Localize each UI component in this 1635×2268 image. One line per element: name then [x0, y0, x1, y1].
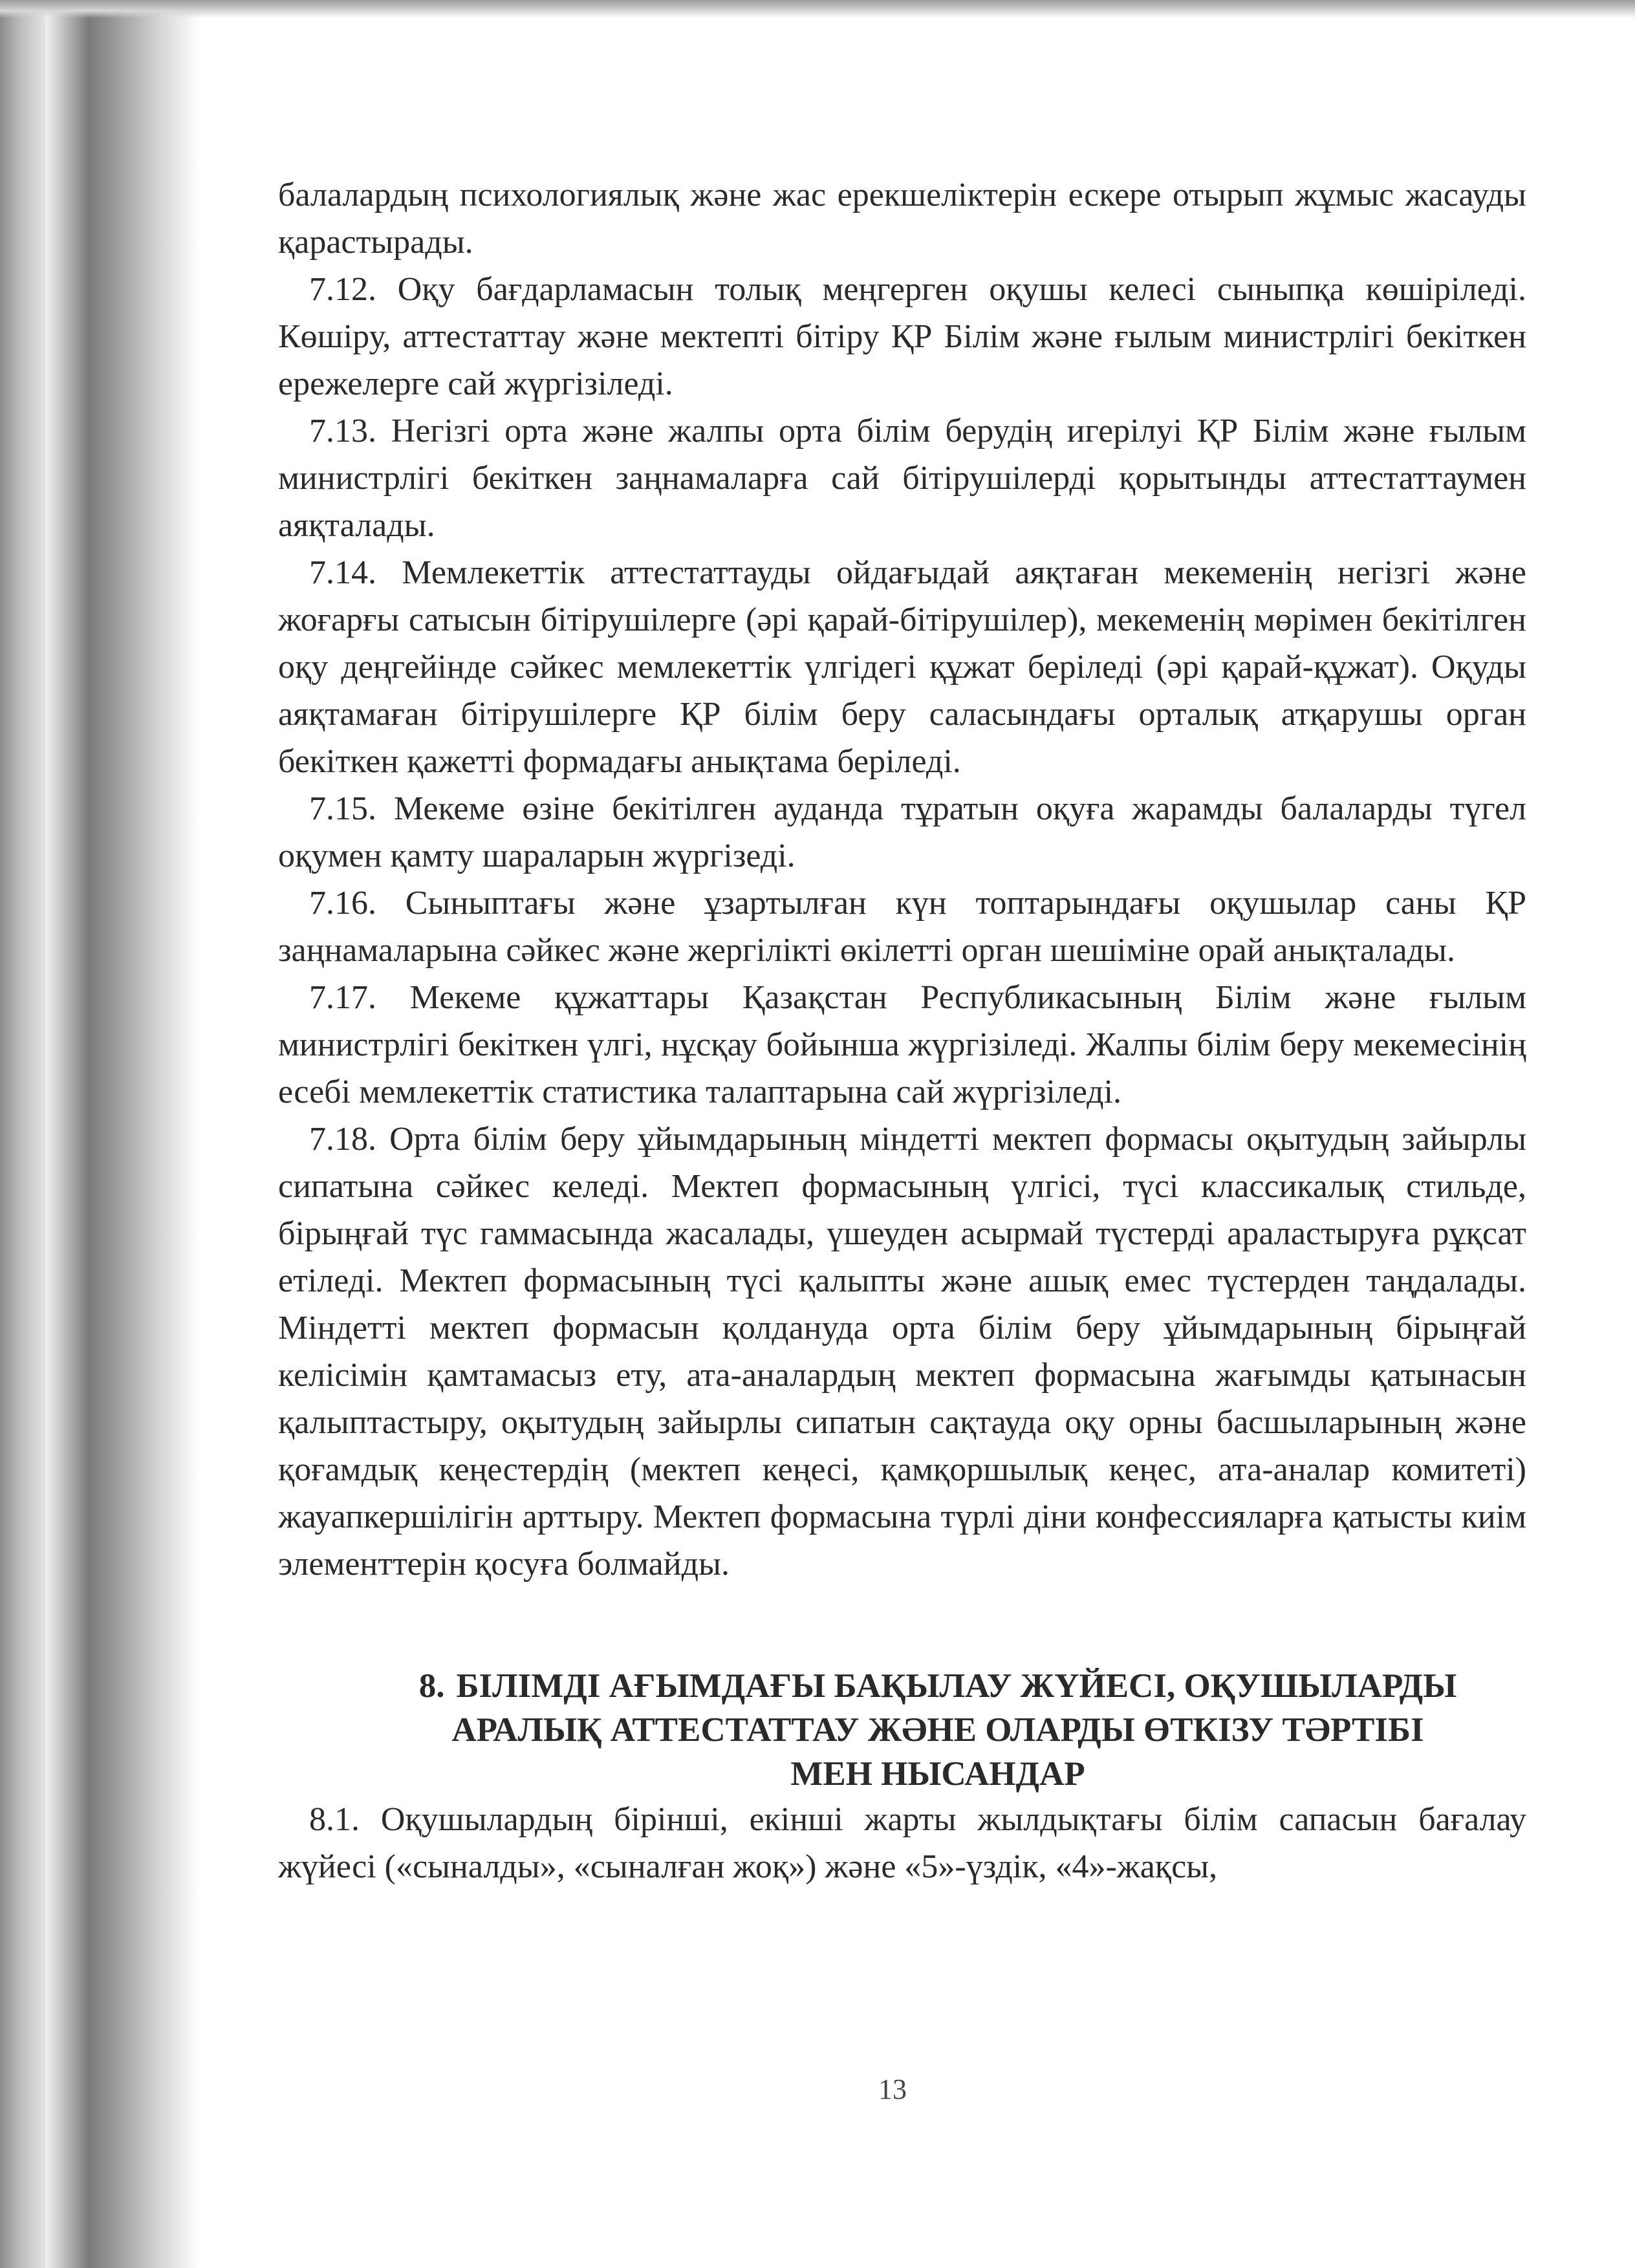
section-title-line-1: БІЛІМДІ АҒЫМДАҒЫ БАҚЫЛАУ ЖҮЙЕСІ, ОҚУШЫЛАРДЫ — [456, 1667, 1457, 1705]
section-title-line-3: МЕН НЫСАНДАР — [790, 1755, 1085, 1793]
paragraph-intro: балалардың психологиялық және жас ерекшеліктерін ескере отырып жұмыс жасауды қарастырады. — [278, 177, 1526, 261]
paragraph-7-18: 7.18. Орта білім беру ұйымдарының міндетті мектеп формасы оқытудың зайырлы сипатына сәйкес келеді. Мектеп формасының үлгісі, түсі классикалық стильде, бірыңғай түс гаммасында жасалады, үшеуден асырмай түстерді араластыруға рұқсат етіледі. Мектеп формасының түсі қалыпты және ашық емес түстерден таңдалады. Міндетті мектеп формасын қолдануда орта білім беру ұйымдарының бірыңғай келісімін қамтамасыз ету, ата-аналардың мектеп формасына жағымды қатынасын қалыптастыру, оқытудың зайырлы сипатын сақтауда оқу орны басшыларының және қоғамдық кеңестердің (мектеп кеңесі, қамқоршылық кеңес, ата-аналар комитеті) жауапкершілігін арттыру. Мектеп формасына түрлі діни конфессияларға қатысты киім элементтерін қосуға болмайды. — [278, 1121, 1526, 1582]
section-number: 8. — [418, 1667, 445, 1705]
paragraph-7-13: 7.13. Негізгі орта және жалпы орта білім берудің игерілуі ҚР Білім және ғылым министрлігі бекіткен заңнамаларға сай бітірушілерді қорытынды аттестаттаумен аяқталады. — [278, 413, 1526, 544]
scan-binding-edge — [0, 0, 45, 2268]
paragraph-7-15: 7.15. Мекеме өзіне бекітілген ауданда тұратын оқуға жарамды балаларды түгел оқумен қамту шараларын жүргізеді. — [278, 790, 1526, 874]
paragraph-7-12: 7.12. Оқу бағдарламасын толық меңгерген оқушы келесі сыныпқа көшіріледі. Көшіру, аттестаттау және мектепті бітіру ҚР Білім және ғылым министрлігі бекіткен ережелерге сай жүргізіледі. — [278, 271, 1526, 402]
section-heading-8 — [278, 1664, 1526, 1796]
document-page — [278, 171, 1526, 1890]
section-heading-line-1 — [349, 1664, 1526, 1708]
paragraph-7-14: 7.14. Мемлекеттік аттестаттауды ойдағыдай аяқтаған мекеменің негізгі және жоғарғы сатысын бітірушілерге (әрі қарай-бітірушілер), мекеменің мөрімен бекітілген оқу деңгейінде сәйкес мемлекеттік үлгідегі құжат беріледі (әрі қарай-құжат). Оқуды аяқтамаған бітірушілерге ҚР білім беру саласындағы орталық атқарушы орган бекіткен қажетті формадағы анықтама беріледі. — [278, 554, 1526, 780]
paragraph-7-17: 7.17. Мекеме құжаттары Қазақстан Республикасының Білім және ғылым министрлігі бекіткен үлгі, нұсқау бойынша жүргізіледі. Жалпы білім беру мекемесінің есебі мемлекеттік статистика талаптарына сай жүргізіледі. — [278, 979, 1526, 1110]
scan-top-edge — [0, 0, 1635, 18]
page-number: 13 — [878, 2073, 907, 2105]
paragraph-7-16: 7.16. Сыныптағы және ұзартылған күн топтарындағы оқушылар саны ҚР заңнамаларына сәйкес және жергілікті өкілетті орган шешіміне орай анықталады. — [278, 885, 1526, 969]
paragraph-8-1: 8.1. Оқушылардың бірінші, екінші жарты жылдықтағы білім сапасын бағалау жүйесі («сыналды», «сыналған жоқ») және «5»-үздік, «4»-жақсы, — [278, 1801, 1526, 1885]
section-title-line-2: АРАЛЫҚ АТТЕСТАТТАУ ЖӘНЕ ОЛАРДЫ ӨТКІЗУ ТӘРТІБІ — [451, 1711, 1424, 1749]
scan-gutter-shadow — [45, 0, 200, 2268]
